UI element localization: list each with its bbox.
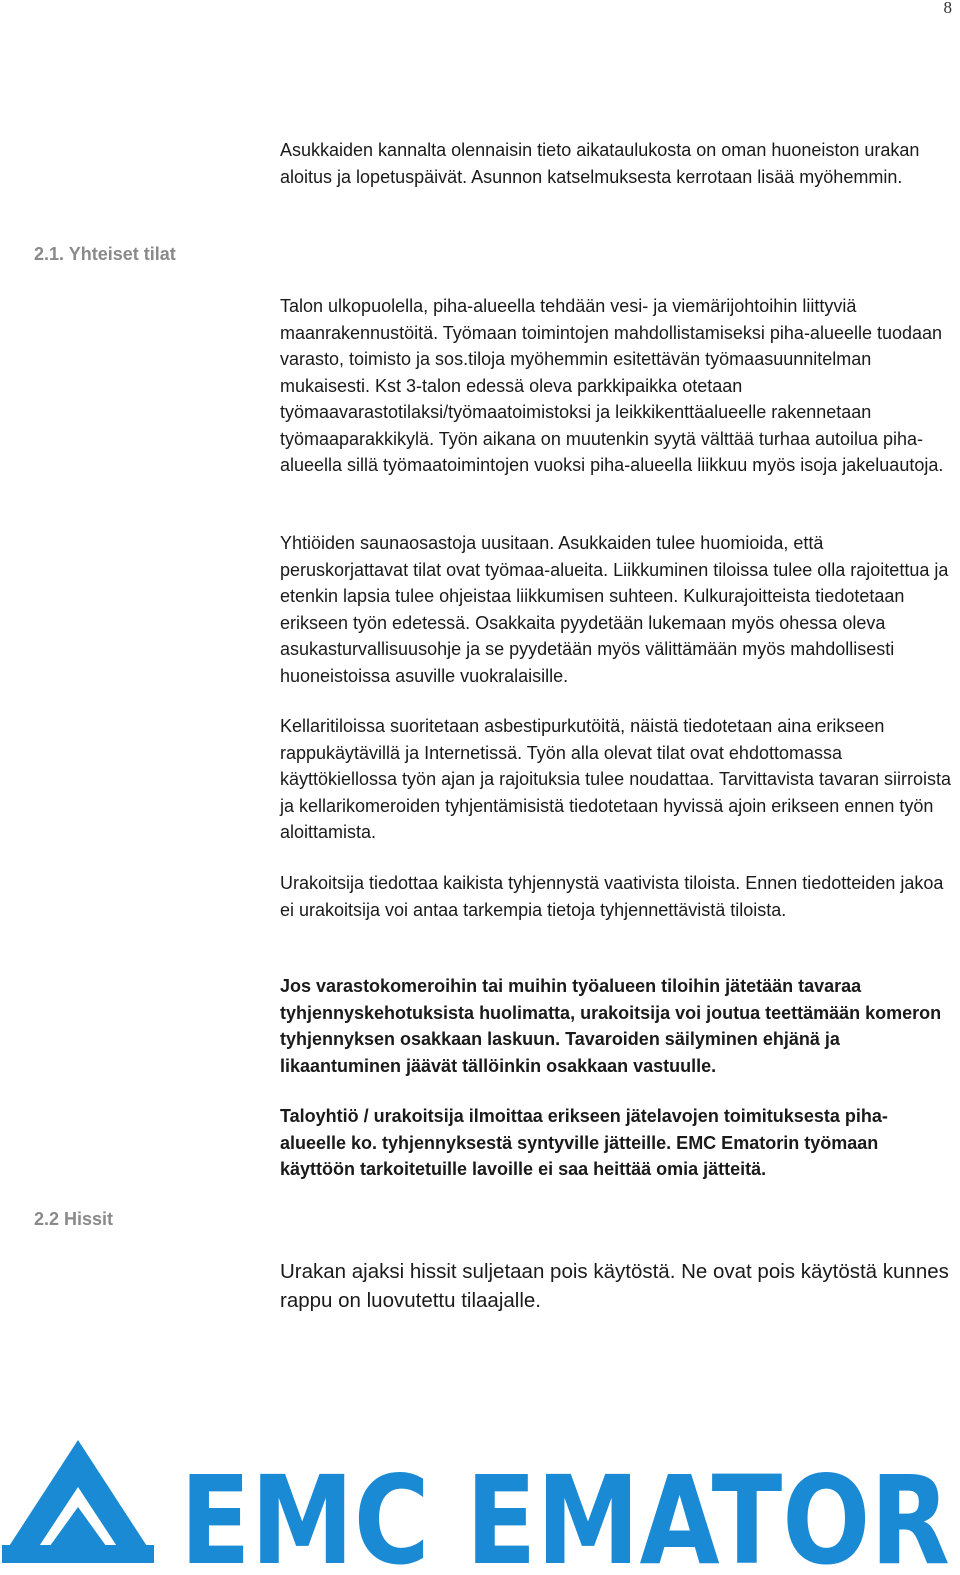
paragraph-saunaosastot: Yhtiöiden saunaosastoja uusitaan. Asukkaiden tulee huomioida, että peruskorjattavat tilat ovat työmaa-alueita. Liikkuminen tiloissa tulee olla rajoitettua ja etenkin lapsia tulee ohjeistaa liikkumisen suhteen. Kulkurajoitteista tiedotetaan erikseen työn edetessä. Osakkaita pyydetään lukemaan myös ohessa oleva asukasturvallisuusohje ja se pyydetään myös välittämään myös mahdollisesti huoneistoissa asuville vuokralaisille. <box>280 533 949 686</box>
page-number: 8 <box>943 0 952 17</box>
emc-emator-logo <box>0 1435 960 1575</box>
paragraph-piha-alue: Talon ulkopuolella, piha-alueella tehdään vesi- ja viemärijohtoihin liittyviä maanrakennustöitä. Työmaan toimintojen mahdollistamiseksi piha-alueelle tuodaan varasto, toimisto ja sos.tiloja myöhemmin esitettävän työmaasuunnitelman mukaisesti. Kst 3-talon edessä oleva parkkipaikka otetaan työmaavarastotilaksi/työmaatoimistoksi ja leikkikenttäalueelle rakennetaan työmaaparakkikylä. Työn aikana on muutenkin syytä välttää turhaa autoilua piha-alueella sillä työmaatoimintojen vuoksi piha-alueella liikkuu myös isoja jakeluautoja. <box>280 296 944 475</box>
intro-paragraph: Asukkaiden kannalta olennaisin tieto aikataulukosta on oman huoneiston urakan aloitus ja lopetuspäivät. Asunnon katselmuksesta kerrotaan lisää myöhemmin. <box>280 140 920 187</box>
paragraph-tyhjennys: Urakoitsija tiedottaa kaikista tyhjennystä vaativista tiloista. Ennen tiedotteiden jakoa ei urakoitsija voi antaa tarkempia tietoja tyhjennettävistä tiloista. <box>280 873 944 920</box>
paragraph-jatelavat-notice: Taloyhtiö / urakoitsija ilmoittaa erikseen jätelavojen toimituksesta piha-alueelle ko. tyhjennyksestä syntyville jätteille. EMC Ematorin työmaan käyttöön tarkoitetuille lavoille ei saa heittää omia jätteitä. <box>280 1106 888 1179</box>
paragraph-hissit: Urakan ajaksi hissit suljetaan pois käytöstä. Ne ovat pois käytöstä kunnes rappu on luovutettu tilaajalle. <box>280 1260 949 1312</box>
section-heading-hissit: 2.2 Hissit <box>34 1209 114 1229</box>
logo-wordmark: EMC EMATOR <box>180 1450 950 1575</box>
paragraph-kellaritilat: Kellaritiloissa suoritetaan asbestipurkutöitä, näistä tiedotetaan aina erikseen rappukäytävillä ja Internetissä. Työn alla olevat tilat ovat ehdottomassa käyttökiellossa työn ajan ja rajoituksia tulee noudattaa. Tarvittavista tavaran siirroista ja kellarikomeroiden tyhjentämisistä tiedotetaan hyvissä ajoin erikseen ennen työn aloittamista. <box>280 716 952 842</box>
paragraph-komeron-tyhjennys-warning: Jos varastokomeroihin tai muihin työalueen tiloihin jätetään tavaraa tyhjennyskehotuksista huolimatta, urakoitsija voi joutua teettämään komeron tyhjennyksen osakkaan laskuun. Tavaroiden säilyminen ehjänä ja likaantuminen jäävät tällöinkin osakkaan vastuulle. <box>280 976 942 1076</box>
section-heading-yhteiset-tilat: 2.1. Yhteiset tilat <box>34 244 176 264</box>
